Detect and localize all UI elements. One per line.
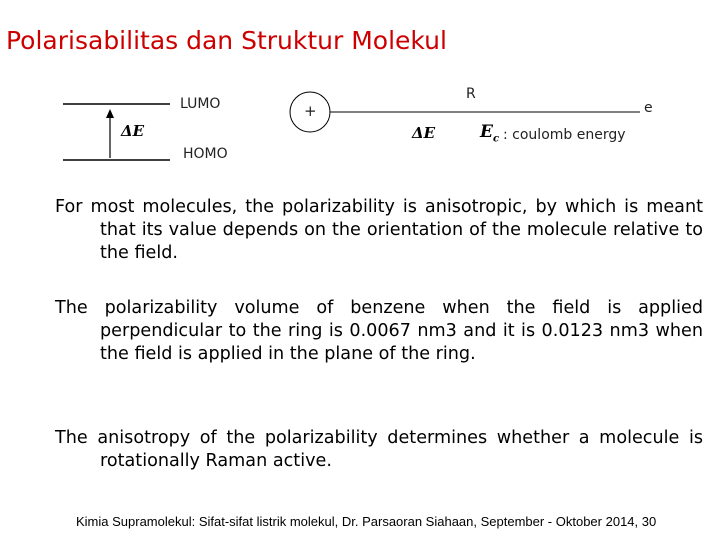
paragraph-2: The polarizability volume of benzene when the field is applied perpendicular to the ring is 0.0067 nm3 and it is 0.0123 nm3 when the field is applied in the plane of the ring. [55,298,703,364]
electron-label: e [644,100,653,116]
coulomb-energy-label: : coulomb energy [503,127,626,143]
paragraph-1: For most molecules, the polarizability is anisotropic, by which is meant that its value depends on the orientation of the molecule relative to the field. [55,197,703,263]
footer-citation: Kimia Supramolekul: Sifat-sifat listrik molekul, Dr. Parsaoran Siahaan, September - Oktober 2014, 30 [76,514,657,529]
slide-title: Polarisabilitas dan Struktur Molekul [6,26,447,55]
delta-e-mid-label: ΔE [412,124,436,142]
paragraph-3: The anisotropy of the polarizability determines whether a molecule is rotationally Raman active. [55,428,703,471]
energy-diagram [0,80,720,180]
homo-label: HOMO [183,146,228,162]
delta-e-left-label: ΔE [121,122,145,140]
arrow-head-icon [106,109,114,118]
coulomb-energy-symbol: $E_c$ [480,122,500,145]
lumo-label: LUMO [180,96,221,112]
plus-sign: + [304,102,317,120]
distance-label-r: R [466,86,476,102]
